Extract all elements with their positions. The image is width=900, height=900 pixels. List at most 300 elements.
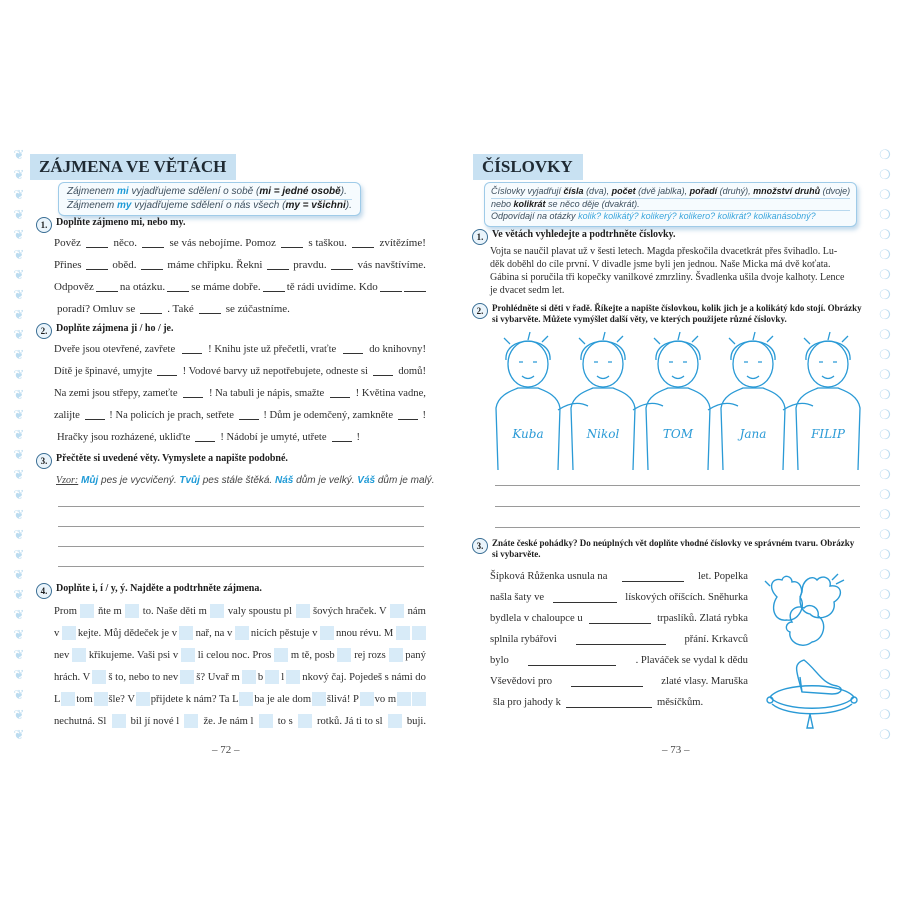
- text-line: děk doběhl do cíle první. V divadle jsme byli jen jednou. Naše Micka má dvě koťata.: [490, 259, 831, 270]
- letter-gap[interactable]: [396, 626, 410, 640]
- text-segment: nám: [407, 605, 426, 617]
- apple-icon: ❍: [879, 147, 891, 162]
- letter-gap[interactable]: [125, 604, 139, 618]
- task-number-badge: 4.: [36, 583, 52, 599]
- answer-blank[interactable]: [199, 304, 221, 314]
- child-hair: [729, 332, 775, 360]
- text-segment: !: [356, 431, 361, 443]
- apple-icon: ❍: [879, 247, 891, 262]
- letter-gap[interactable]: [136, 692, 150, 706]
- example-label: Vzor:: [56, 475, 79, 486]
- answer-blank[interactable]: [352, 238, 374, 248]
- answer-blank[interactable]: [142, 238, 164, 248]
- task-1-text: [490, 245, 872, 297]
- answer-blank[interactable]: [182, 344, 202, 354]
- swirl-icon: ❦: [13, 707, 25, 722]
- text-segment: s taškou.: [308, 237, 347, 249]
- child-hair: [579, 332, 625, 360]
- answer-blank[interactable]: [141, 260, 163, 270]
- task-4-exercise: [54, 600, 426, 732]
- letter-gap[interactable]: [72, 648, 86, 662]
- right-page: [450, 140, 900, 760]
- letter-gap[interactable]: [92, 670, 106, 684]
- example-pronoun: Tvůj: [179, 475, 200, 486]
- child-face: [519, 362, 537, 379]
- text-segment: pravdu.: [293, 259, 327, 271]
- answer-blank[interactable]: [380, 282, 402, 292]
- text-segment: do knihovny!: [369, 343, 426, 355]
- apple-icon: ❍: [879, 287, 891, 302]
- left-page: [0, 140, 450, 760]
- swirl-icon: ❦: [13, 527, 25, 542]
- rule-keyword: množství druhů: [753, 186, 821, 196]
- page-number: – 73 –: [662, 744, 690, 756]
- apple-icon: ❍: [879, 607, 891, 622]
- example-text: pes je vycvičený.: [98, 475, 180, 486]
- exercise-line: [54, 426, 426, 448]
- rule-text: ).: [345, 199, 352, 211]
- swirl-icon: ❦: [13, 247, 25, 262]
- child-arm: [558, 403, 588, 410]
- letter-gap[interactable]: [337, 648, 351, 662]
- letter-gap[interactable]: [179, 626, 193, 640]
- rule-line-1: [491, 186, 850, 199]
- apple-icon: ❍: [879, 267, 891, 282]
- answer-blank[interactable]: [167, 282, 189, 292]
- letter-gap[interactable]: [397, 692, 411, 706]
- task-number-badge: 1.: [472, 229, 488, 245]
- child-head: [658, 341, 698, 387]
- text-segment: ! Nádobí je umyté, utřete: [220, 431, 327, 443]
- rule-line-3: [491, 211, 850, 223]
- text-segment: buji.: [406, 715, 426, 727]
- child-hair: [804, 332, 850, 360]
- text-segment: šla pro jahody k: [493, 697, 561, 708]
- letter-gap[interactable]: [210, 604, 224, 618]
- apple-icon: ❍: [879, 167, 891, 182]
- rule-line-2: [67, 200, 352, 213]
- rule-text: (druhý),: [717, 186, 754, 196]
- letter-gap[interactable]: [239, 692, 253, 706]
- exercise-line: [54, 404, 426, 426]
- text-segment: že. Je nám l: [203, 715, 254, 727]
- swirl-icon: ❦: [13, 147, 25, 162]
- swirl-icon: ❦: [13, 727, 25, 742]
- example-pronoun: Náš: [275, 475, 294, 486]
- text-segment: !: [422, 409, 426, 421]
- swirl-icon: ❦: [13, 347, 25, 362]
- answer-blank[interactable]: [195, 432, 215, 442]
- apple-icon: ❍: [879, 507, 891, 522]
- letter-gap[interactable]: [235, 626, 249, 640]
- exercise-line: [54, 710, 426, 732]
- text-segment: m tě, posb: [290, 649, 335, 661]
- apple-icon: ❍: [879, 727, 891, 742]
- letter-gap[interactable]: [80, 604, 94, 618]
- text-segment: ňte m: [97, 605, 122, 617]
- text-segment: se vás nebojíme. Pomoz: [169, 237, 276, 249]
- letter-gap[interactable]: [94, 692, 108, 706]
- swirl-icon: ❦: [13, 207, 25, 222]
- instruction-line: si vybarvěte.: [492, 549, 541, 559]
- exercise-line: [54, 666, 426, 688]
- text-segment: zlaté vlasy. Maruška: [661, 676, 748, 687]
- child-face: [744, 362, 762, 379]
- answer-blank[interactable]: [571, 677, 643, 687]
- writing-line[interactable]: [58, 526, 424, 527]
- swirl-icon: ❦: [13, 287, 25, 302]
- swirl-icon: ❦: [13, 567, 25, 582]
- example-text: dům je velký.: [293, 475, 358, 486]
- letter-gap[interactable]: [389, 648, 403, 662]
- text-segment: lískových oříšcích. Sněhurka: [625, 592, 748, 603]
- letter-gap[interactable]: [265, 670, 279, 684]
- swirl-icon: ❦: [13, 367, 25, 382]
- letter-gap[interactable]: [412, 626, 426, 640]
- text-segment: bil jí nové l: [130, 715, 180, 727]
- text-segment: šle? V: [108, 693, 135, 705]
- exercise-line: [490, 650, 748, 671]
- letter-gap[interactable]: [181, 648, 195, 662]
- letter-gap[interactable]: [360, 692, 374, 706]
- exercise-line: [490, 629, 748, 650]
- page-title: ZÁJMENA VE VĚTÁCH: [30, 154, 236, 180]
- apple-icon: ❍: [879, 327, 891, 342]
- text-segment: Hračky jsou rozházené, ukliďte: [57, 431, 191, 443]
- writing-line[interactable]: [58, 506, 424, 507]
- right-decoration-column: [878, 148, 892, 742]
- exercise-line: [54, 276, 426, 298]
- text-segment: trpaslíků. Zlatá rybka: [657, 613, 748, 624]
- swirl-icon: ❦: [13, 607, 25, 622]
- apple-icon: ❍: [879, 227, 891, 242]
- rule-keyword: počet: [611, 186, 636, 196]
- fairy-tale-illustration: [762, 572, 862, 732]
- answer-blank[interactable]: [157, 366, 177, 376]
- task-1-heading: [36, 217, 185, 233]
- text-segment: vás navštívíme.: [357, 259, 426, 271]
- text-segment: nechutná. Sl: [54, 715, 107, 727]
- text-segment: . Plaváček se vydal k dědu: [635, 655, 748, 666]
- swirl-icon: ❦: [13, 627, 25, 642]
- answer-blank[interactable]: [331, 260, 353, 270]
- text-segment: bylo: [490, 655, 509, 666]
- text-segment: rotků. Já ti to sl: [316, 715, 383, 727]
- apple-icon: ❍: [879, 387, 891, 402]
- text-segment: kejte. Můj dědeček je v: [77, 627, 177, 639]
- task-instruction: [492, 303, 862, 325]
- exercise-line: [54, 338, 426, 360]
- child-arm: [783, 403, 813, 410]
- apple-icon: ❍: [879, 367, 891, 382]
- swirl-icon: ❦: [13, 687, 25, 702]
- answer-blank[interactable]: [183, 388, 203, 398]
- child-name: Kuba: [512, 427, 544, 441]
- text-segment: ! Knihu jste už přečetli, vraťte: [208, 343, 337, 355]
- answer-blank[interactable]: [263, 282, 285, 292]
- task-instruction: Přečtěte si uvedené věty. Vymyslete a napište podobné.: [56, 453, 288, 464]
- writing-line[interactable]: [495, 485, 860, 486]
- child-head: [508, 341, 548, 387]
- apple-icon: ❍: [879, 447, 891, 462]
- answer-blank[interactable]: [85, 410, 105, 420]
- text-segment: přijdete k nám? Ta L: [150, 693, 239, 705]
- swirl-icon: ❦: [13, 307, 25, 322]
- text-segment: Dveře jsou otevřené, zavřete: [54, 343, 176, 355]
- text-line: je dvacet sedm let.: [490, 285, 565, 296]
- answer-blank[interactable]: [96, 282, 118, 292]
- task-3-heading: [472, 538, 854, 560]
- letter-gap[interactable]: [388, 714, 402, 728]
- answer-blank[interactable]: [343, 344, 363, 354]
- letter-gap[interactable]: [62, 626, 76, 640]
- rule-keyword: čísla: [563, 186, 584, 196]
- task-1-heading: [472, 229, 676, 245]
- answer-blank[interactable]: [330, 388, 350, 398]
- text-segment: se zúčastníme.: [225, 303, 290, 315]
- text-segment: šových hraček. V: [312, 605, 387, 617]
- rule-text: Odpovídají na otázky: [491, 211, 579, 221]
- glass-slipper-icon: [767, 660, 857, 728]
- child-name: Jana: [739, 427, 767, 441]
- left-decoration-column: [12, 148, 26, 742]
- text-segment: bydlela v chaloupce u: [490, 613, 583, 624]
- exercise-line: [490, 692, 748, 713]
- text-segment: ! Na tabuli je nápis, smažte: [208, 387, 325, 399]
- text-line: Vojta se naučil plavat už v šesti letech. Magda přeskočila dvacetkrát přes švihadlo. Lu-: [490, 246, 838, 257]
- apple-icon: ❍: [879, 427, 891, 442]
- page-number: – 72 –: [212, 744, 240, 756]
- text-segment: paný: [405, 649, 426, 661]
- task-instruction: Doplňte i, í / y, ý. Najděte a podtrhněte zájmena.: [56, 583, 262, 594]
- apple-icon: ❍: [879, 207, 891, 222]
- swirl-icon: ❦: [13, 467, 25, 482]
- text-segment: křikujeme. Vaši psi v: [88, 649, 179, 661]
- answer-blank[interactable]: [589, 614, 651, 624]
- writing-line[interactable]: [495, 527, 860, 528]
- text-segment: let. Popelka: [697, 571, 748, 582]
- text-segment: Pověz: [54, 237, 81, 249]
- swirl-icon: ❦: [13, 427, 25, 442]
- rule-text: Číslovky vyjadřují: [491, 186, 564, 196]
- exercise-line: [54, 298, 426, 320]
- child-name: TOM: [662, 427, 694, 441]
- letter-gap[interactable]: [274, 648, 288, 662]
- text-segment: v: [54, 627, 60, 639]
- text-segment: něco.: [113, 237, 137, 249]
- child-face: [669, 362, 687, 379]
- child-head: [808, 341, 848, 387]
- example-text: pes stále štěká.: [199, 475, 275, 486]
- swirl-icon: ❦: [13, 387, 25, 402]
- text-segment: měsíčkům.: [656, 697, 704, 708]
- answer-blank[interactable]: [398, 410, 418, 420]
- text-segment: vo m: [374, 693, 397, 705]
- rule-text: (dvě jablka),: [635, 186, 690, 196]
- text-segment: L: [54, 693, 61, 705]
- rule-text: Zájmenem: [67, 199, 118, 211]
- text-segment: přání. Krkavců: [684, 634, 748, 645]
- swirl-icon: ❦: [13, 487, 25, 502]
- example-pronoun: Můj: [81, 475, 99, 486]
- swirl-icon: ❦: [13, 507, 25, 522]
- task-1-exercise: [54, 232, 426, 320]
- answer-blank[interactable]: [622, 572, 684, 582]
- letter-gap[interactable]: [390, 604, 404, 618]
- text-segment: tě rádi uvidíme. Kdo: [286, 281, 378, 293]
- rule-text: (dvoje): [820, 186, 851, 196]
- letter-gap[interactable]: [320, 626, 334, 640]
- text-segment: domů!: [398, 365, 426, 377]
- text-segment: valy spoustu pl: [227, 605, 293, 617]
- writing-line[interactable]: [58, 566, 424, 567]
- question-words: kolik? kolikátý? kolikerý? kolikero? kolikrát? kolikanásobný?: [578, 211, 816, 221]
- writing-line[interactable]: [58, 546, 424, 547]
- text-segment: nicích pěstuje v: [250, 627, 318, 639]
- text-segment: šlivá! P: [326, 693, 359, 705]
- apple-icon: ❍: [879, 647, 891, 662]
- task-number-badge: 3.: [36, 453, 52, 469]
- apple-icon: ❍: [879, 467, 891, 482]
- answer-blank[interactable]: [553, 593, 617, 603]
- child-face: [594, 362, 612, 379]
- letter-gap[interactable]: [296, 604, 310, 618]
- writing-line[interactable]: [495, 506, 860, 507]
- rule-keyword: pořadí: [689, 186, 718, 196]
- rule-text: nebo: [491, 198, 514, 209]
- text-segment: na otázku.: [119, 281, 166, 293]
- answer-blank[interactable]: [86, 260, 108, 270]
- swirl-icon: ❦: [13, 667, 25, 682]
- text-segment: našla šaty ve: [490, 592, 545, 603]
- exercise-line: [54, 232, 426, 254]
- apple-icon: ❍: [879, 587, 891, 602]
- letter-gap[interactable]: [184, 714, 198, 728]
- swirl-icon: ❦: [13, 267, 25, 282]
- child-head: [733, 341, 773, 387]
- text-segment: zalijte: [54, 409, 80, 421]
- children-illustration: [490, 330, 865, 475]
- answer-blank[interactable]: [267, 260, 289, 270]
- letter-gap[interactable]: [312, 692, 326, 706]
- task-number-badge: 2.: [472, 303, 488, 319]
- letter-gap[interactable]: [180, 670, 194, 684]
- exercise-line: [490, 608, 748, 629]
- text-segment: nkový čaj. Pojedeš s námi do: [302, 671, 426, 683]
- apple-icon: ❍: [879, 667, 891, 682]
- text-segment: to s: [277, 715, 293, 727]
- child-name: FILIP: [811, 427, 845, 441]
- text-segment: š? Uvař m: [196, 671, 240, 683]
- swirl-icon: ❦: [13, 167, 25, 182]
- text-segment: splnila rybářovi: [490, 634, 557, 645]
- example-pronoun: Váš: [357, 475, 376, 486]
- swirl-icon: ❦: [13, 327, 25, 342]
- apple-icon: ❍: [879, 487, 891, 502]
- rule-text: Zájmenem: [67, 186, 118, 197]
- text-segment: to. Naše děti m: [142, 605, 207, 617]
- exercise-line: [54, 382, 426, 404]
- letter-gap[interactable]: [61, 692, 75, 706]
- text-segment: nnou révu. M: [335, 627, 394, 639]
- page-title: ČÍSLOVKY: [473, 154, 583, 180]
- letter-gap[interactable]: [412, 692, 426, 706]
- answer-blank[interactable]: [86, 238, 108, 248]
- text-segment: . Také: [167, 303, 194, 315]
- rule-text: vyjadřujeme sdělení o sobě (: [128, 186, 260, 197]
- answer-blank[interactable]: [576, 635, 666, 645]
- rule-text: (dva),: [583, 186, 612, 196]
- text-segment: ba je ale dom: [254, 693, 312, 705]
- answer-blank[interactable]: [566, 698, 652, 708]
- text-segment: oběd.: [112, 259, 137, 271]
- text-segment: li celou noc. Pros: [197, 649, 272, 661]
- text-segment: ! Dům je odemčený, zamkněte: [263, 409, 394, 421]
- text-segment: Na zemi jsou střepy, zameťte: [54, 387, 178, 399]
- swirl-icon: ❦: [13, 447, 25, 462]
- rule-keyword: my = všichni: [285, 199, 346, 211]
- text-segment: ! Květina vadne,: [355, 387, 426, 399]
- letter-gap[interactable]: [112, 714, 126, 728]
- text-segment: rej rozs: [354, 649, 386, 661]
- answer-blank[interactable]: [281, 238, 303, 248]
- apple-icon: ❍: [879, 347, 891, 362]
- rule-text: vyjadřujeme sdělení o nás všech (: [131, 199, 286, 211]
- instruction-line: Znáte české pohádky? Do neúplných vět doplňte vhodné číslovky ve správném tvaru. Obrázky: [492, 538, 855, 548]
- rule-line-2: [491, 199, 850, 212]
- letter-gap[interactable]: [242, 670, 256, 684]
- text-segment: š to, nebo to nev: [108, 671, 179, 683]
- text-segment: Dítě je špinavé, umyjte: [54, 365, 153, 377]
- exercise-line: [490, 587, 748, 608]
- letter-gap[interactable]: [259, 714, 273, 728]
- rule-keyword: kolikrát: [513, 198, 546, 209]
- text-segment: ! Vodové barvy už nepotřebujete, odneste si: [182, 365, 368, 377]
- answer-blank[interactable]: [404, 282, 426, 292]
- answer-blank[interactable]: [239, 410, 259, 420]
- rule-text: ).: [340, 186, 347, 197]
- task-2-heading: [472, 303, 862, 325]
- apple-icon: ❍: [879, 187, 891, 202]
- text-segment: b: [257, 671, 264, 683]
- apple-icon: ❍: [879, 687, 891, 702]
- swirl-icon: ❦: [13, 547, 25, 562]
- child-arm: [708, 403, 738, 410]
- rule-pronoun: mi: [117, 186, 129, 197]
- exercise-line: [54, 360, 426, 382]
- text-segment: máme chřipku. Řekni: [167, 259, 263, 271]
- answer-blank[interactable]: [332, 432, 352, 442]
- instruction-line: Prohlédněte si děti v řadě. Říkejte a napište číslovkou, kolik jich je a kolikátý kdo stojí. Obrázky: [492, 303, 862, 313]
- task-2-exercise: [54, 338, 426, 448]
- answer-blank[interactable]: [528, 656, 616, 666]
- letter-gap[interactable]: [298, 714, 312, 728]
- answer-blank[interactable]: [140, 304, 162, 314]
- text-segment: hrách. V: [54, 671, 91, 683]
- apple-icon: ❍: [879, 307, 891, 322]
- rule-pronoun: my: [117, 199, 132, 211]
- swirl-icon: ❦: [13, 647, 25, 662]
- apple-icon: ❍: [879, 407, 891, 422]
- exercise-line: [54, 254, 426, 276]
- swirl-icon: ❦: [13, 407, 25, 422]
- child-figure: [796, 332, 860, 470]
- answer-blank[interactable]: [373, 366, 393, 376]
- letter-gap[interactable]: [286, 670, 300, 684]
- hazelnuts-icon: [765, 574, 844, 645]
- exercise-line: [54, 622, 426, 644]
- example-text: dům je malý.: [375, 475, 435, 486]
